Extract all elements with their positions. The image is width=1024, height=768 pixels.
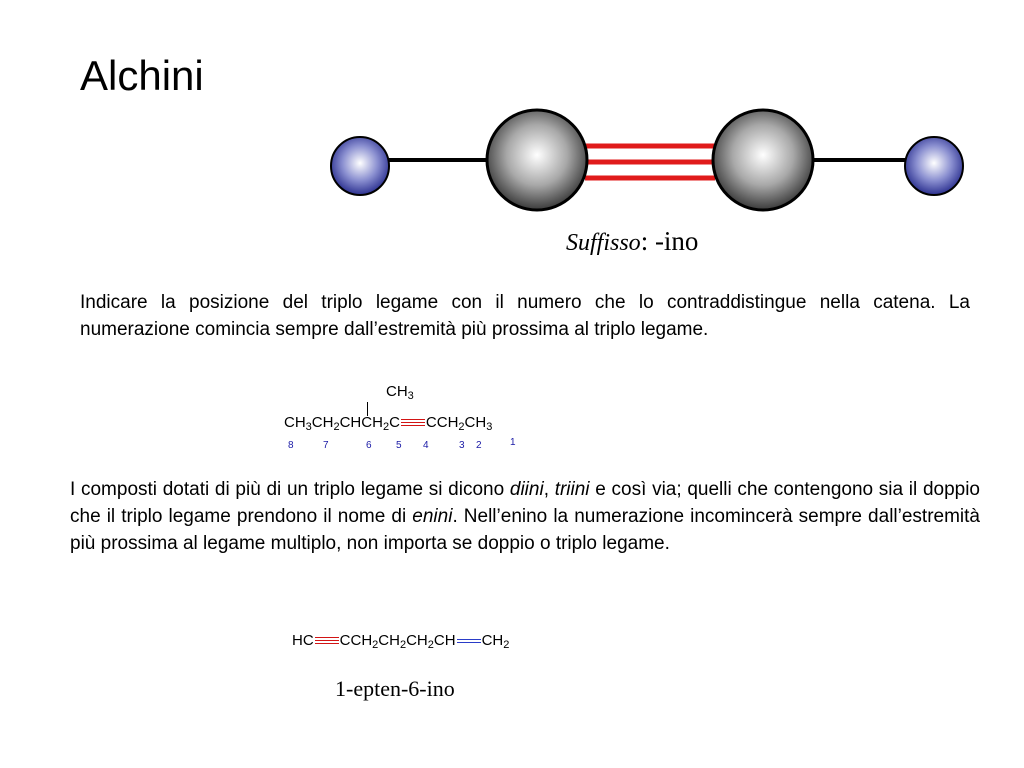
carbon-number: 5	[396, 440, 402, 451]
paragraph-diini-enini: I composti dotati di più di un triplo legame si dicono diini, triini e così via; quelli che contengono sia il doppio che il triplo legame prendono il nome di enini. Nell’enino la numerazione incomincerà sempre dall’estremità più prossima al legame multiplo, non importa se doppio o triplo legame.	[70, 479, 980, 554]
formula-enyne-example: HC $CCH_2CH_2CH_2CH$ $CH_2$	[292, 632, 510, 651]
carbon-number: 3	[459, 440, 465, 451]
formula-alkyne-example: $CH_3CH_2CHCH_2C$ $CCH_2CH_3$	[284, 414, 493, 433]
ethyne-ball-and-stick-model	[320, 100, 980, 230]
triple-bond-symbol	[401, 417, 425, 429]
suffix-value: : -ino	[640, 226, 699, 256]
carbon-number: 8	[288, 440, 294, 451]
paragraph-numbering-rule: Indicare la posizione del triplo legame con il numero che lo contraddistingue nella catena. La numerazione comincia sempre dall’estremità più prossima al triplo legame.	[80, 292, 970, 340]
carbon-number: 1	[510, 437, 516, 448]
carbon-number: 4	[423, 440, 429, 451]
hydrogen-atom-left	[331, 137, 389, 195]
compound-name: 1-epten-6-ino	[335, 676, 455, 701]
double-bond-symbol	[457, 636, 481, 646]
carbon-atom-right	[713, 110, 813, 210]
suffix-line	[566, 226, 698, 257]
carbon-number: 2	[476, 440, 482, 451]
carbon-number: 7	[323, 440, 329, 451]
carbon-atom-left	[487, 110, 587, 210]
page-title: Alchini	[80, 52, 204, 99]
triple-bond-symbol	[315, 635, 339, 647]
suffix-label: Suffisso	[566, 230, 641, 256]
branch-methyl: $CH_3$	[386, 383, 414, 402]
hydrogen-atom-right	[905, 137, 963, 195]
carbon-number: 6	[366, 440, 372, 451]
